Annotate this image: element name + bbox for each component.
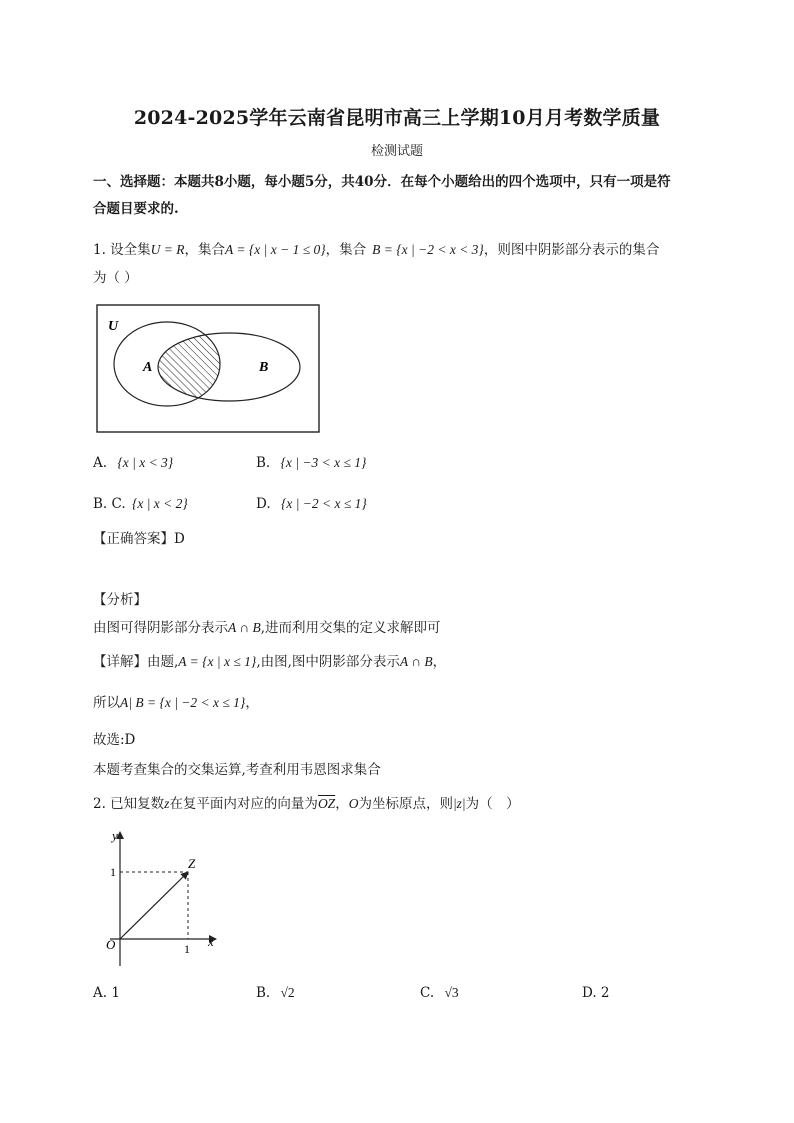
q2-mid3: 为坐标原点，则 [358, 796, 453, 812]
q2-option-b-value: √2 [280, 985, 295, 1000]
q1-so-end: ， [245, 695, 259, 711]
q1-stem-line1 [93, 240, 659, 260]
q2-option-b [256, 983, 295, 1003]
graph-tick-x: 1 [184, 942, 190, 956]
q2-option-d: D. 2 [582, 985, 610, 1001]
q1-analysis [93, 618, 441, 638]
q2-stem [93, 794, 520, 814]
q1-analysis-math: A ∩ B [228, 620, 261, 635]
q1-detail-mid: ,由图,图中阴影部分表示 [256, 654, 400, 670]
venn-diagram [96, 304, 320, 434]
graph-z-label: Z [188, 856, 196, 871]
q2-vector-oz: $\overline{OZ}$ [317, 796, 336, 811]
graph-tick-y: 1 [110, 865, 116, 879]
vector-oz [120, 872, 188, 939]
q2-suffix: 为（ ） [465, 796, 520, 812]
q1-so-pre: 所以 [93, 695, 120, 711]
q1-option-c-value: {x | x < 2} [131, 496, 188, 511]
section-heading-line2: 合题目要求的. [93, 201, 179, 217]
q1-option-b-label: B. [256, 455, 271, 471]
q1-option-b-value: {x | −3 < x ≤ 1} [280, 455, 367, 470]
q1-suffix: ，则图中阴影部分表示的集合 [483, 242, 660, 258]
q2-mid1: 在复平面内对应的向量为 [169, 796, 318, 812]
q1-option-d-label: D. [256, 496, 271, 512]
q1-comment: 本题考查集合的交集运算,考查利用韦恩图求集合 [93, 762, 381, 778]
q1-detail-math1: A = {x | x ≤ 1} [178, 654, 257, 669]
q1-choose: 故选:D [93, 732, 136, 748]
venn-a-label: A [143, 360, 153, 375]
q1-option-a-value: {x | x < 3} [117, 455, 174, 470]
q2-option-c [420, 983, 459, 1003]
q2-option-c-label: C. [420, 985, 435, 1001]
q1-so [93, 693, 259, 713]
q1-option-a [93, 453, 173, 473]
q2-o: O [348, 796, 359, 811]
q1-set-a: A = {x | x − 1 ≤ 0} [225, 242, 326, 257]
q1-so-math: A| B = {x | −2 < x ≤ 1} [120, 695, 246, 710]
q1-option-c [93, 494, 188, 514]
q1-mid1: ，集合 [184, 242, 226, 258]
q2-z: z [164, 796, 170, 811]
q1-analysis-heading: 【分析】 [93, 592, 147, 608]
graph-x-label: x [208, 934, 214, 949]
graph-origin-label: O [106, 937, 116, 952]
q1-answer: 【正确答案】D [93, 531, 185, 547]
q2-option-b-label: B. [256, 985, 271, 1001]
venn-u-label: U [108, 319, 119, 334]
q2-mid2: ， [335, 796, 349, 812]
q1-detail-math2: A ∩ B [399, 654, 433, 669]
q1-option-b [256, 453, 366, 473]
q1-detail-end: ， [432, 654, 447, 670]
q1-option-c-label: B. C. [93, 496, 126, 512]
q1-option-d-value: {x | −2 < x ≤ 1} [280, 496, 367, 511]
q2-prefix: 2. 已知复数 [93, 796, 165, 812]
q1-stem-line2: 为（ ） [93, 270, 138, 286]
graph-y-label: y [112, 828, 118, 843]
q1-option-d [256, 494, 367, 514]
q2-option-c-value: √3 [444, 985, 459, 1000]
q1-detail [93, 652, 446, 672]
page-subtitle: 检测试题 [370, 144, 423, 159]
page-title: 2024-2025学年云南省昆明市高三上学期10月月考数学质量 [133, 107, 661, 129]
q1-analysis-pre: 由图可得阴影部分表示 [93, 620, 228, 636]
q1-detail-pre: 【详解】由题, [93, 654, 179, 670]
venn-b-label: B [259, 360, 269, 375]
q1-option-a-label: A. [93, 455, 108, 471]
q1-prefix: 1. 设全集 [93, 242, 151, 258]
section-heading-line1: 一、选择题：本题共8小题，每小题5分，共40分．在每个小题给出的四个选项中，只有一项是符 [93, 174, 671, 190]
q1-universal-set: U = R [150, 242, 185, 257]
q1-set-b: B = {x | −2 < x < 3} [372, 242, 484, 257]
q2-abs-z: |z| [452, 796, 466, 811]
q1-analysis-post: ,进而利用交集的定义求解即可 [260, 620, 441, 636]
q1-mid2: ，集合 [325, 242, 367, 258]
q2-option-a: A. 1 [93, 985, 120, 1001]
complex-plane-graph [96, 826, 226, 971]
